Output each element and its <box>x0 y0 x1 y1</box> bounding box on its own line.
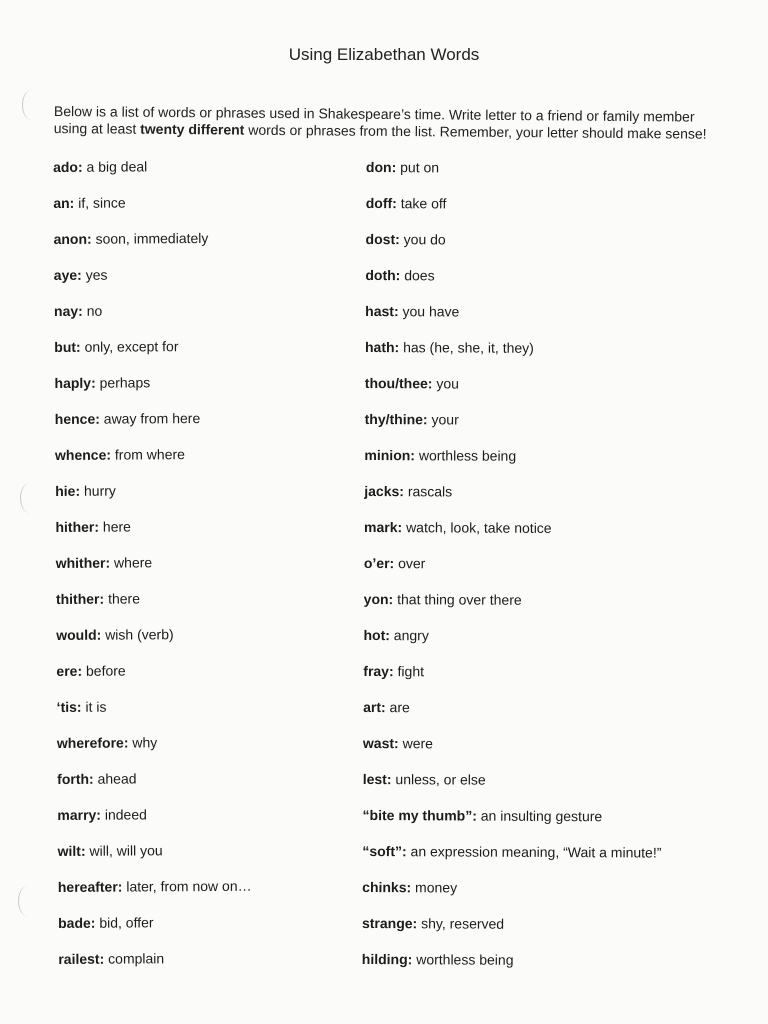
word-definition: yes <box>81 266 108 283</box>
word-definition: later, from now on… <box>122 877 252 895</box>
word-entry <box>364 410 744 448</box>
word-definition: were <box>398 735 434 752</box>
word-entry <box>365 302 745 340</box>
word-term: forth: <box>57 770 94 787</box>
word-entry <box>55 516 355 554</box>
word-entry <box>54 336 354 374</box>
word-definition: over <box>394 555 426 572</box>
word-term: railest: <box>58 950 105 967</box>
word-definition: where <box>110 554 153 571</box>
word-entry <box>363 662 743 700</box>
word-term: minion: <box>364 446 416 464</box>
word-entry <box>363 734 743 772</box>
word-entry <box>54 264 354 302</box>
word-entry <box>362 950 742 988</box>
word-definition: you <box>432 375 459 392</box>
word-definition: away from here <box>99 410 201 427</box>
word-entry <box>364 554 744 592</box>
word-entry <box>53 156 353 194</box>
word-term: hast: <box>365 302 399 320</box>
word-definition: worthless being <box>414 447 517 464</box>
word-definition: unless, or else <box>391 771 486 788</box>
word-list-left <box>53 156 358 986</box>
word-definition: ahead <box>93 770 137 787</box>
word-definition: money <box>411 879 458 896</box>
word-entry <box>363 698 743 736</box>
word-definition: fight <box>393 663 425 680</box>
word-entry <box>362 878 742 916</box>
word-term: ere: <box>56 662 83 679</box>
word-definition: an insulting gesture <box>476 807 603 825</box>
word-definition: wish (verb) <box>101 626 174 643</box>
word-definition: shy, reserved <box>417 915 505 932</box>
word-definition: you have <box>398 303 460 320</box>
word-term: lest: <box>362 770 392 788</box>
word-term: hie: <box>55 482 81 499</box>
word-term: whence: <box>54 446 112 463</box>
word-term: wherefore: <box>56 734 129 751</box>
word-term: o’er: <box>363 554 395 572</box>
page-title: Using Elizabethan Words <box>288 45 480 64</box>
word-entry <box>362 806 742 844</box>
word-entry <box>364 446 744 484</box>
word-entry <box>364 482 744 520</box>
word-definition: put on <box>396 159 440 176</box>
word-entry <box>58 912 358 950</box>
word-term: an: <box>53 194 75 211</box>
word-definition: perhaps <box>95 374 151 391</box>
word-definition: there <box>104 590 141 607</box>
word-definition: here <box>98 518 131 535</box>
word-entry <box>362 842 742 880</box>
punch-hole-mark <box>18 886 37 916</box>
word-entry <box>363 770 743 808</box>
word-entry <box>57 804 357 842</box>
word-term: mark: <box>364 518 403 536</box>
word-entry <box>364 590 744 628</box>
word-definition: only, except for <box>80 338 179 355</box>
word-term: anon: <box>53 230 92 247</box>
word-entry <box>55 408 355 446</box>
word-definition: bid, offer <box>95 914 154 931</box>
word-term: wast: <box>362 734 399 752</box>
word-definition: why <box>128 734 158 751</box>
word-term: but: <box>54 338 81 355</box>
word-term: dost: <box>365 230 400 248</box>
word-definition: take off <box>396 195 447 212</box>
word-definition: an expression meaning, “Wait a minute!” <box>406 843 662 861</box>
word-entry <box>54 372 354 410</box>
punch-hole-mark <box>22 90 41 120</box>
word-definition: complain <box>104 950 165 967</box>
word-term: bade: <box>58 914 96 931</box>
word-term: thy/thine: <box>364 410 428 428</box>
word-term: art: <box>363 698 386 716</box>
word-term: whither: <box>55 554 111 571</box>
word-entry <box>53 228 353 266</box>
word-term: hence: <box>54 410 100 427</box>
word-term: ‘tis: <box>56 698 82 715</box>
word-term: aye: <box>53 266 82 283</box>
word-entry <box>365 230 745 268</box>
word-entry <box>56 624 356 662</box>
word-entry <box>53 192 353 230</box>
word-definition: a big deal <box>82 158 148 175</box>
word-entry <box>54 300 354 338</box>
word-entry <box>365 266 745 304</box>
word-definition: indeed <box>100 806 147 823</box>
word-definition: no <box>82 302 103 319</box>
word-entry <box>55 444 355 482</box>
word-term: “bite my thumb”: <box>362 806 477 824</box>
instructions-text: Below is a list of words or phrases used in Shakespeare’s time. Write letter to a friend or family member using at least <box>53 103 695 137</box>
word-entry <box>363 626 743 664</box>
word-term: hilding: <box>361 950 413 968</box>
word-definition: has (he, she, it, they) <box>399 339 534 356</box>
word-definition: does <box>400 267 435 284</box>
word-term: chinks: <box>362 878 412 896</box>
word-definition: your <box>427 411 459 428</box>
word-definition: from where <box>110 446 185 463</box>
word-entry <box>364 518 744 556</box>
word-definition: before <box>82 662 126 679</box>
word-entry <box>56 552 356 590</box>
word-term: nay: <box>53 302 83 319</box>
word-term: jacks: <box>364 482 405 500</box>
word-definition: you do <box>399 231 446 248</box>
word-term: hither: <box>55 518 100 535</box>
word-entry <box>58 876 358 914</box>
word-entry <box>55 480 355 518</box>
word-entry <box>57 768 357 806</box>
word-entry <box>366 158 746 196</box>
word-entry <box>365 338 745 376</box>
word-term: doff: <box>365 194 397 212</box>
word-definition: angry <box>389 627 429 644</box>
word-definition: are <box>385 699 410 716</box>
word-term: fray: <box>363 662 394 680</box>
instructions-paragraph <box>54 103 714 143</box>
punch-hole-mark <box>20 483 39 513</box>
word-term: wilt: <box>57 842 86 859</box>
word-term: yon: <box>363 590 394 608</box>
word-term: hath: <box>364 338 400 356</box>
word-term: thou/thee: <box>364 374 433 392</box>
word-term: doth: <box>365 266 401 284</box>
word-term: would: <box>56 626 102 643</box>
word-entry <box>362 914 742 952</box>
word-term: haply: <box>54 374 96 391</box>
word-definition: if, since <box>74 194 126 211</box>
word-entry <box>56 588 356 626</box>
word-definition: it is <box>81 698 107 715</box>
word-list-right <box>362 158 746 988</box>
word-term: don: <box>365 158 397 176</box>
word-term: ado: <box>53 158 83 175</box>
word-definition: will, will you <box>85 842 163 859</box>
instructions-text-end: words or phrases from the list. Remember, your letter should make sense! <box>244 121 707 142</box>
word-entry <box>57 696 357 734</box>
word-term: “soft”: <box>362 842 407 860</box>
word-entry <box>366 194 746 232</box>
word-term: hereafter: <box>57 878 123 895</box>
word-term: marry: <box>57 806 102 823</box>
word-definition: watch, look, take notice <box>402 519 552 536</box>
word-entry <box>58 840 358 878</box>
word-entry <box>56 660 356 698</box>
word-definition: that thing over there <box>393 591 522 608</box>
word-term: thither: <box>55 590 105 607</box>
instructions-emphasis: twenty different <box>140 120 245 138</box>
word-entry <box>365 374 745 412</box>
word-term: strange: <box>361 914 418 932</box>
word-definition: hurry <box>80 482 116 499</box>
word-definition: soon, immediately <box>91 229 209 247</box>
word-entry <box>57 732 357 770</box>
word-term: hot: <box>363 626 390 644</box>
word-definition: worthless being <box>412 951 514 968</box>
word-entry <box>58 948 358 986</box>
word-definition: rascals <box>403 483 453 500</box>
